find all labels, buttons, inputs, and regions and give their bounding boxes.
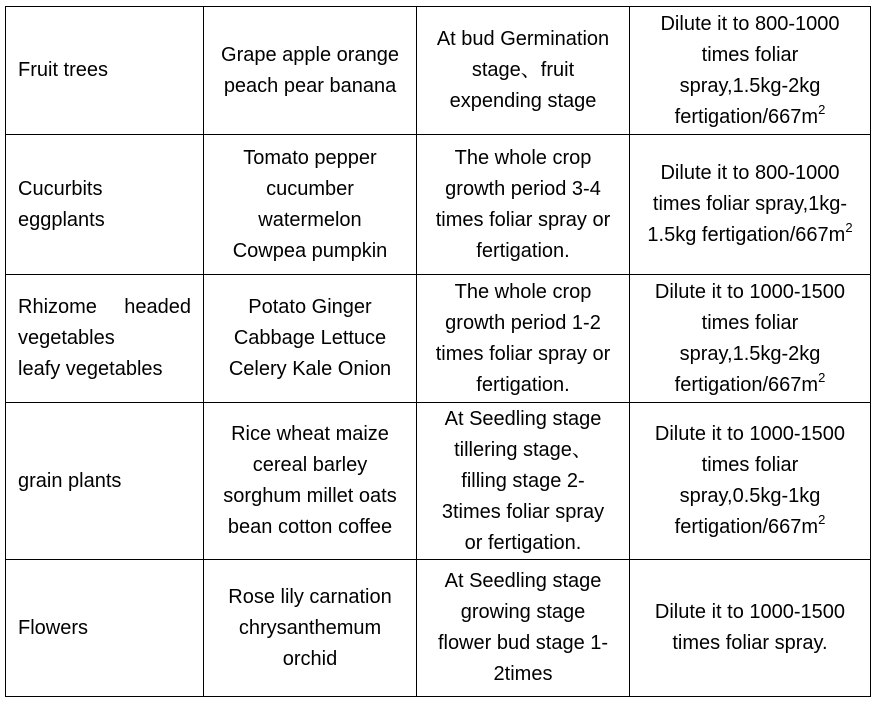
cell-text: growth period 3-4 xyxy=(445,177,601,200)
cell-text: Cabbage Lettuce xyxy=(233,327,387,349)
cell-text: times foliar spray. xyxy=(672,632,828,654)
application-timing-cell xyxy=(417,403,630,560)
cell-text: spray,0.5kg-1kg xyxy=(679,485,821,507)
cell-text: The whole crop xyxy=(454,280,592,303)
crop-category-cell xyxy=(6,135,204,275)
crop-category-cell xyxy=(6,275,204,403)
cell-text: The whole crop xyxy=(454,146,592,169)
cell-text: orchid xyxy=(282,647,338,670)
cell-text: Dilute it to 1000-1500 xyxy=(654,601,846,623)
cell-text: vegetables xyxy=(18,327,115,349)
crop-category-cell xyxy=(6,7,204,135)
cell-text: times foliar spray or xyxy=(435,208,611,231)
usage-instructions-cell xyxy=(630,135,871,275)
application-timing-cell xyxy=(417,135,630,275)
cell-text: Fruit trees xyxy=(18,59,109,81)
cell-text: expending stage xyxy=(449,90,597,112)
table-row xyxy=(6,7,871,135)
superscript: 2 xyxy=(818,369,826,385)
cell-text: peach pear banana xyxy=(223,74,397,97)
crop-category-cell xyxy=(6,560,204,697)
cell-text: times foliar spray,1kg- xyxy=(652,193,848,215)
cell-text: Flowers xyxy=(18,616,89,639)
cell-text: stage、fruit xyxy=(471,59,575,81)
table-row xyxy=(6,560,871,697)
cell-text: 1.5kg fertigation/667m xyxy=(647,224,846,246)
superscript: 2 xyxy=(818,101,826,117)
usage-instructions-cell xyxy=(630,7,871,135)
usage-instructions-cell xyxy=(630,560,871,697)
cell-text: growing stage xyxy=(460,601,586,623)
application-timing-cell xyxy=(417,560,630,697)
crop-names-cell xyxy=(204,403,417,560)
application-timing-cell xyxy=(417,7,630,135)
cell-text: fertigation/667m xyxy=(674,373,819,396)
cell-text: tillering stage、 xyxy=(454,438,592,461)
cell-text: eggplants xyxy=(18,208,105,231)
crop-names-cell xyxy=(204,135,417,275)
table-row xyxy=(6,135,871,275)
cell-text: times foliar xyxy=(701,454,799,476)
cell-text: fertigation/667m xyxy=(674,105,819,128)
cell-text: Celery Kale Onion xyxy=(228,358,392,380)
cell-text: Tomato pepper xyxy=(243,146,377,169)
cell-text: Grape apple orange xyxy=(221,43,399,66)
cell-text: chrysanthemum xyxy=(238,616,382,639)
cell-text: Cowpea pumpkin xyxy=(232,239,388,262)
usage-instructions-cell xyxy=(630,275,871,403)
cell-text: leafy vegetables xyxy=(18,358,163,380)
cell-text: sorghum millet oats xyxy=(223,485,397,507)
cell-text: growth period 1-2 xyxy=(445,311,601,334)
cell-text: or fertigation. xyxy=(464,531,582,554)
crop-category-cell xyxy=(6,403,204,560)
table-row xyxy=(6,403,871,560)
cell-text: Dilute it to 1000-1500 xyxy=(654,423,846,445)
usage-instructions-cell xyxy=(630,403,871,560)
cell-text: times foliar spray or xyxy=(435,342,611,365)
cell-text: 3times foliar spray xyxy=(441,500,605,523)
cell-text: times foliar xyxy=(701,43,799,66)
cell-text: times foliar xyxy=(701,311,799,334)
cell-text: spray,1.5kg-2kg xyxy=(679,74,821,97)
cell-text: fertigation. xyxy=(476,373,570,396)
crop-names-cell xyxy=(204,560,417,697)
crop-names-cell xyxy=(204,7,417,135)
application-timing-cell xyxy=(417,275,630,403)
cell-text: Rhizome headed xyxy=(18,296,191,318)
cell-text: fertigation/667m xyxy=(674,516,819,538)
cell-text: watermelon xyxy=(258,208,362,231)
cell-text: cereal barley xyxy=(252,454,368,476)
cell-text: Rice wheat maize xyxy=(231,423,389,445)
crop-names-cell xyxy=(204,275,417,403)
cell-text: spray,1.5kg-2kg xyxy=(679,342,821,365)
cell-text: 2times xyxy=(493,663,553,685)
cell-text: cucumber xyxy=(266,177,354,200)
superscript: 2 xyxy=(845,220,853,236)
cell-text: grain plants xyxy=(18,469,122,492)
crop-application-table xyxy=(5,6,871,697)
cell-text: Dilute it to 800-1000 xyxy=(660,12,840,35)
cell-text: fertigation. xyxy=(476,239,570,262)
cell-text: flower bud stage 1- xyxy=(437,632,609,654)
cell-text: Potato Ginger xyxy=(248,296,372,318)
cell-text: At Seedling stage xyxy=(444,570,602,592)
cell-text: At Seedling stage xyxy=(444,407,602,430)
cell-text: At bud Germination xyxy=(436,28,610,50)
cell-text: Cucurbits xyxy=(18,177,103,200)
cell-text: Dilute it to 800-1000 xyxy=(660,162,840,184)
table-row xyxy=(6,275,871,403)
cell-text: Rose lily carnation xyxy=(228,585,392,608)
cell-text: filling stage 2- xyxy=(461,469,585,492)
cell-text: Dilute it to 1000-1500 xyxy=(654,280,846,303)
cell-text: bean cotton coffee xyxy=(227,516,393,538)
superscript: 2 xyxy=(818,512,826,528)
